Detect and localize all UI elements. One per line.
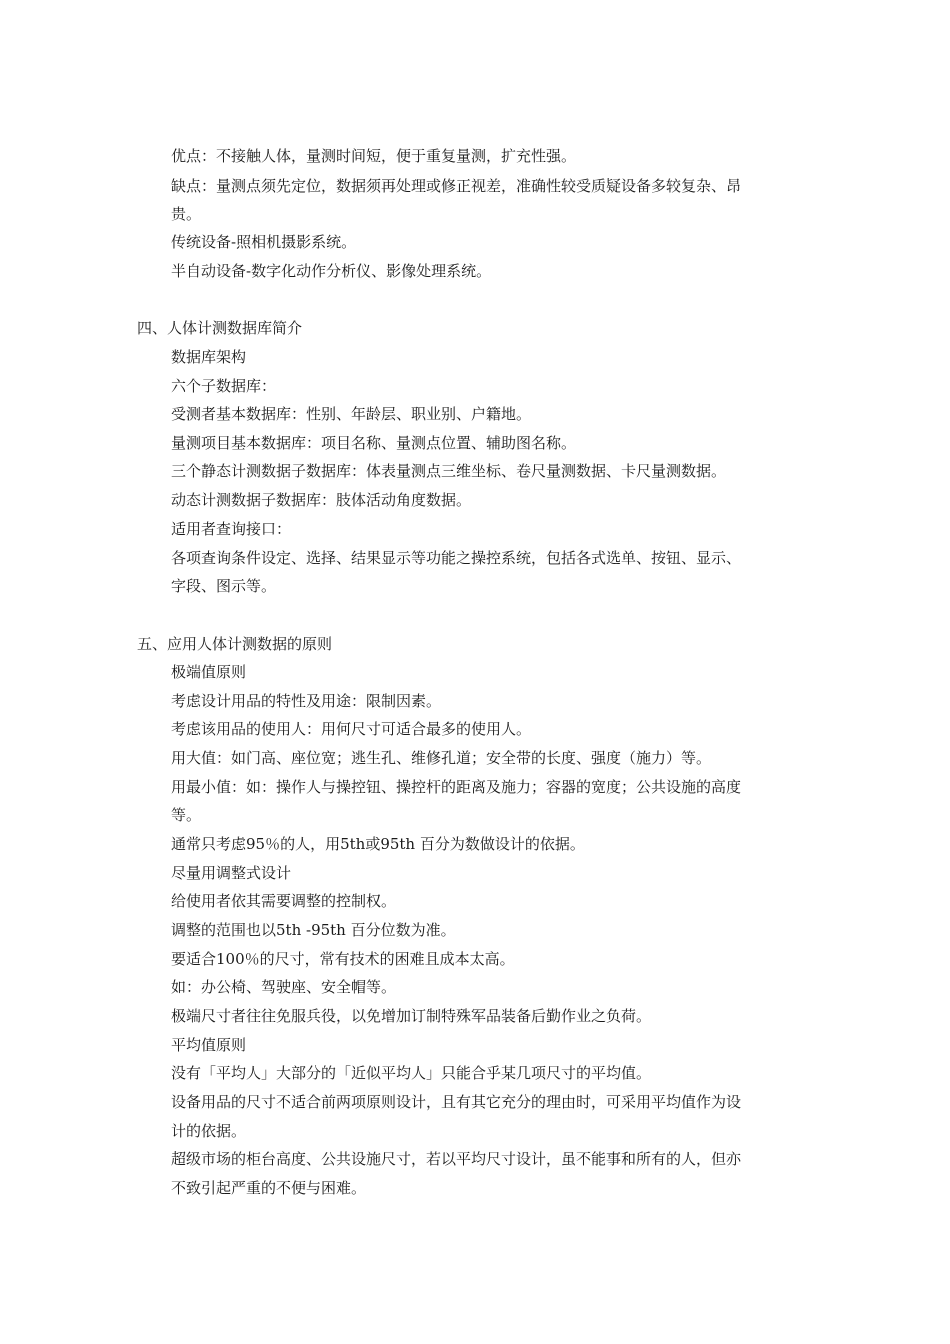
dynamic-db-text: 动态计测数据子数据库：肢体活动角度数据。: [171, 491, 472, 509]
use-max-text: 用大值：如门高、座位宽；逃生孔、维修孔道；安全带的长度、强度（施力）等。: [171, 749, 712, 767]
average-basis-line2: 计的依据。: [171, 1122, 247, 1140]
static-db-text: 三个静态计测数据子数据库：体表量测点三维坐标、卷尺量测数据、卡尺量测数据。: [171, 462, 727, 480]
cons-text-line1: 缺点：量测点须先定位，数据须再处理或修正视差，准确性较受质疑设备多较复杂、昂: [171, 177, 742, 195]
extreme-exempt-text: 极端尺寸者往往免服兵役，以免增加订制特殊军品装备后勤作业之负荷。: [171, 1007, 652, 1025]
consider-design-text: 考虑设计用品的特性及用途：限制因素。: [171, 692, 442, 710]
average-basis-line1: 设备用品的尺寸不适合前两项原则设计，且有其它充分的理由时，可采用平均值作为设: [171, 1093, 742, 1111]
section4-heading: 四、人体计测数据库简介: [137, 319, 303, 337]
adjust-range-text: 调整的范围也以5th -95th 百分位数为准。: [171, 921, 456, 939]
supermarket-line1: 超级市场的柜台高度、公共设施尺寸，若以平均尺寸设计，虽不能事和所有的人，但亦: [171, 1150, 742, 1168]
semi-auto-equipment-text: 半自动设备-数字化动作分析仪、影像处理系统。: [171, 262, 492, 280]
supermarket-line2: 不致引起严重的不便与困难。: [171, 1179, 367, 1197]
query-interface-text: 适用者查询接口：: [171, 520, 292, 538]
adjustable-design-text: 尽量用调整式设计: [171, 864, 292, 882]
consider-user-text: 考虑该用品的使用人：用何尺寸可适合最多的使用人。: [171, 720, 532, 738]
use-min-line1: 用最小值：如：操作人与操控钮、操控杆的距离及施力；容器的宽度；公共设施的高度: [171, 778, 742, 796]
six-sub-db-text: 六个子数据库：: [171, 377, 277, 395]
query-desc-line1: 各项查询条件设定、选择、结果显示等功能之操控系统，包括各式选单、按钮、显示、: [171, 549, 742, 567]
extreme-principle-text: 极端值原则: [171, 663, 247, 681]
examples-text: 如：办公椅、驾驶座、安全帽等。: [171, 978, 397, 996]
query-desc-line2: 字段、图示等。: [171, 577, 277, 595]
usually-95-text: 通常只考虑95％的人，用5th或95th 百分为数做设计的依据。: [171, 835, 585, 853]
no-average-person-text: 没有「平均人」大部分的「近似平均人」只能合乎某几项尺寸的平均值。: [171, 1064, 652, 1082]
section5-heading: 五、应用人体计测数据的原则: [137, 635, 333, 653]
cons-text-line2: 贵。: [171, 205, 202, 223]
average-principle-text: 平均值原则: [171, 1036, 247, 1054]
subject-db-text: 受测者基本数据库：性别、年龄层、职业别、户籍地。: [171, 405, 532, 423]
fit-100-text: 要适合100％的尺寸，常有技术的困难且成本太高。: [171, 950, 515, 968]
give-control-text: 给使用者依其需要调整的控制权。: [171, 892, 397, 910]
pros-text: 优点：不接触人体，量测时间短，便于重复量测，扩充性强。: [171, 147, 577, 165]
traditional-equipment-text: 传统设备-照相机摄影系统。: [171, 233, 357, 251]
db-architecture-text: 数据库架构: [171, 348, 247, 366]
use-min-line2: 等。: [171, 806, 202, 824]
item-db-text: 量测项目基本数据库：项目名称、量测点位置、辅助图名称。: [171, 434, 577, 452]
